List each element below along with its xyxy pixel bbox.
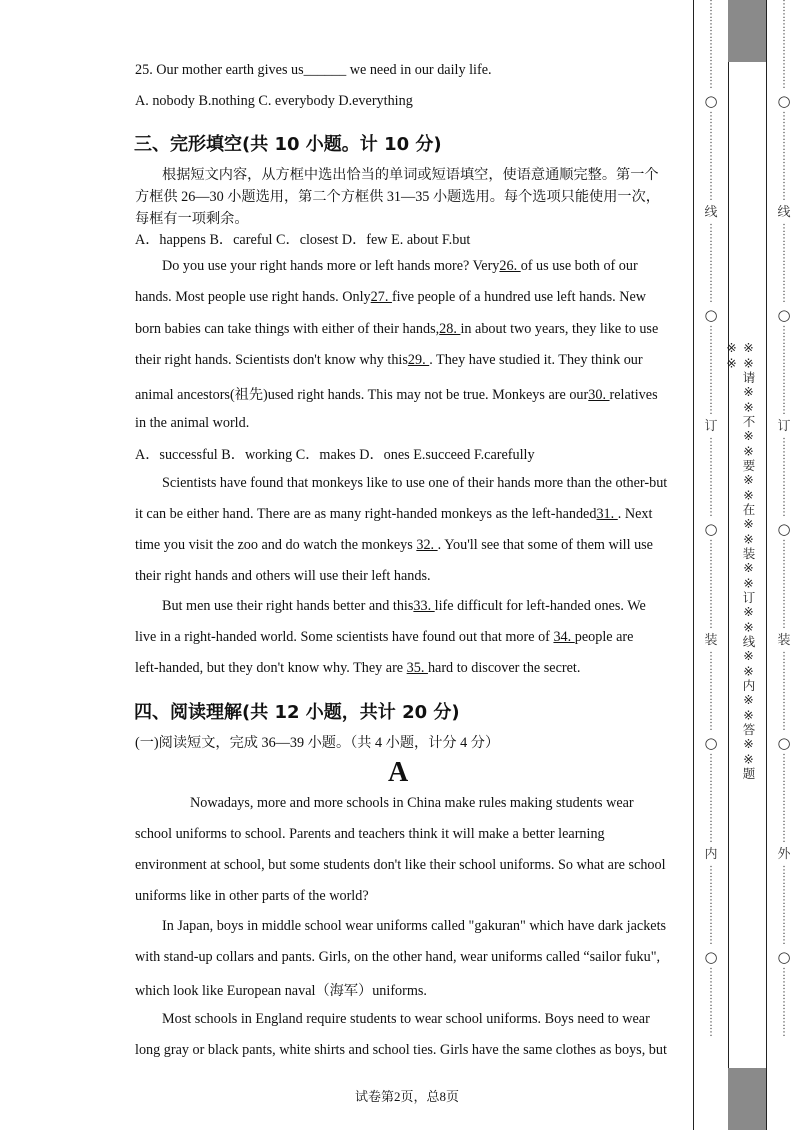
text-line: it can be either hand. There are as many right-handed monkeys as the left-handed31. . Next <box>135 506 653 522</box>
dotted-line-icon: ⋮ <box>779 365 789 376</box>
text-line: in the animal world. <box>135 415 250 431</box>
dotted-line-icon: ⋮ <box>706 0 716 10</box>
dotted-line-icon: ⋮ <box>779 385 789 396</box>
answer-blank: 34. <box>553 629 575 645</box>
dotted-line-icon: ⋮ <box>779 885 789 896</box>
dotted-line-icon: ⋮ <box>706 925 716 936</box>
dotted-line-icon: ⋮ <box>706 987 716 998</box>
dotted-line-icon: ⋮ <box>706 967 716 978</box>
text-line: with stand-up collars and pants. Girls, on the other hand, wear uniforms called “sailor fuku", <box>135 949 661 965</box>
dotted-line-icon: ⋮ <box>706 803 716 814</box>
dotted-line-icon: ⋮ <box>706 885 716 896</box>
dotted-line-icon: ⋮ <box>779 273 789 284</box>
dotted-line-icon: ⋮ <box>706 59 716 70</box>
dotted-line-icon: ⋮ <box>706 1027 716 1038</box>
dotted-line-icon: ⋮ <box>779 905 789 916</box>
dotted-line-icon: ⋮ <box>706 1017 716 1028</box>
dotted-line-icon: ⋮ <box>779 935 789 946</box>
dotted-line-icon: ⋮ <box>779 69 789 80</box>
binding-column-outer <box>774 0 794 1130</box>
dotted-line-icon: ⋮ <box>706 977 716 988</box>
dotted-line-icon: ⋮ <box>706 283 716 294</box>
answer-blank: 28. <box>439 321 461 337</box>
dotted-line-icon: ⋮ <box>706 111 716 122</box>
binding-label: 线 <box>777 205 791 220</box>
word-box-1: A．happens B．careful C．closest D．few E. about F.but <box>135 232 471 248</box>
dotted-line-icon: ⋮ <box>706 935 716 946</box>
answer-blank: 29. <box>407 352 430 368</box>
section4-subtitle: (一)阅读短文，完成 36—39 小题。（共 4 小题，计分 4 分） <box>135 735 500 751</box>
text-line: animal ancestors(祖先)used right hands. This may not be true. Monkeys are our30. relatives <box>135 387 658 403</box>
dotted-line-icon: ⋮ <box>779 793 789 804</box>
dotted-line-icon: ⋮ <box>706 905 716 916</box>
binding-circle-icon: ○ <box>704 948 718 966</box>
dotted-line-icon: ⋮ <box>779 753 789 764</box>
text-line: long gray or black pants, white shirts and school ties. Girls have the same clothes as boys, but <box>135 1042 667 1058</box>
dotted-line-icon: ⋮ <box>779 895 789 906</box>
dotted-line-icon: ⋮ <box>706 325 716 336</box>
dotted-line-icon: ⋮ <box>706 181 716 192</box>
dotted-line-icon: ⋮ <box>779 121 789 132</box>
dotted-line-icon: ⋮ <box>779 223 789 234</box>
dotted-line-icon: ⋮ <box>779 539 789 550</box>
dotted-line-icon: ⋮ <box>706 609 716 620</box>
dotted-line-icon: ⋮ <box>779 619 789 630</box>
dotted-line-icon: ⋮ <box>706 263 716 274</box>
dotted-line-icon: ⋮ <box>706 1007 716 1018</box>
binding-circle-icon: ○ <box>777 92 791 110</box>
dotted-line-icon: ⋮ <box>779 671 789 682</box>
dotted-line-icon: ⋮ <box>706 579 716 590</box>
binding-label: 线 <box>704 205 718 220</box>
dotted-line-icon: ⋮ <box>706 161 716 172</box>
dotted-line-icon: ⋮ <box>779 375 789 386</box>
dotted-line-icon: ⋮ <box>779 967 789 978</box>
dotted-line-icon: ⋮ <box>779 79 789 90</box>
q25-stem: 25. Our mother earth gives us______ we need in our daily life. <box>135 62 492 78</box>
dotted-line-icon: ⋮ <box>779 293 789 304</box>
dotted-line-icon: ⋮ <box>779 263 789 274</box>
dotted-line-icon: ⋮ <box>706 711 716 722</box>
dotted-line-icon: ⋮ <box>779 773 789 784</box>
dotted-line-icon: ⋮ <box>706 823 716 834</box>
dotted-line-icon: ⋮ <box>706 233 716 244</box>
dotted-line-icon: ⋮ <box>779 457 789 468</box>
dotted-line-icon: ⋮ <box>779 609 789 620</box>
dotted-line-icon: ⋮ <box>779 29 789 40</box>
dotted-line-icon: ⋮ <box>779 823 789 834</box>
dotted-line-icon: ⋮ <box>779 497 789 508</box>
dotted-line-icon: ⋮ <box>706 69 716 80</box>
dotted-line-icon: ⋮ <box>706 651 716 662</box>
dotted-line-icon: ⋮ <box>706 681 716 692</box>
dotted-line-icon: ⋮ <box>779 701 789 712</box>
dotted-line-icon: ⋮ <box>706 549 716 560</box>
dotted-line-icon: ⋮ <box>706 487 716 498</box>
dotted-line-icon: ⋮ <box>706 997 716 1008</box>
text-line: But men use their right hands better and this33. life difficult for left-handed ones. We <box>162 598 646 614</box>
dotted-line-icon: ⋮ <box>779 181 789 192</box>
section3-title: 三、完形填空(共 10 小题。计 10 分) <box>134 134 442 155</box>
dotted-line-icon: ⋮ <box>779 925 789 936</box>
text-line: In Japan, boys in middle school wear uniforms called "gakuran" which have dark jackets <box>162 918 667 934</box>
dotted-line-icon: ⋮ <box>779 151 789 162</box>
dotted-line-icon: ⋮ <box>706 273 716 284</box>
dotted-line-icon: ⋮ <box>779 467 789 478</box>
dotted-line-icon: ⋮ <box>706 539 716 550</box>
dotted-line-icon: ⋮ <box>706 437 716 448</box>
text-line: born babies can take things with either of their hands,28. in about two years, they like to use <box>135 321 659 337</box>
dotted-line-icon: ⋮ <box>779 1007 789 1018</box>
binding-circle-icon: ○ <box>704 734 718 752</box>
dotted-line-icon: ⋮ <box>779 681 789 692</box>
binding-circle-icon: ○ <box>704 520 718 538</box>
binding-label: 内 <box>704 847 718 862</box>
dotted-line-icon: ⋮ <box>779 1027 789 1038</box>
binding-circle-icon: ○ <box>704 92 718 110</box>
dotted-line-icon: ⋮ <box>706 763 716 774</box>
dotted-line-icon: ⋮ <box>706 335 716 346</box>
dotted-line-icon: ⋮ <box>779 243 789 254</box>
dotted-line-icon: ⋮ <box>779 171 789 182</box>
binding-label: 装 <box>777 633 791 648</box>
dotted-line-icon: ⋮ <box>779 161 789 172</box>
text-line: Do you use your right hands more or left hands more? Very26. of us use both of our <box>162 258 638 274</box>
dotted-line-icon: ⋮ <box>706 701 716 712</box>
dotted-line-icon: ⋮ <box>706 141 716 152</box>
dotted-line-icon: ⋮ <box>706 447 716 458</box>
dotted-line-icon: ⋮ <box>706 875 716 886</box>
dotted-line-icon: ⋮ <box>779 437 789 448</box>
binding-label: 外 <box>777 847 791 862</box>
dotted-line-icon: ⋮ <box>779 915 789 926</box>
dotted-line-icon: ⋮ <box>706 833 716 844</box>
dotted-line-icon: ⋮ <box>779 833 789 844</box>
dotted-line-icon: ⋮ <box>706 457 716 468</box>
dotted-line-icon: ⋮ <box>706 559 716 570</box>
dotted-line-icon: ⋮ <box>706 619 716 630</box>
section3-instruction: 每框有一项剩余。 <box>135 211 249 227</box>
dotted-line-icon: ⋮ <box>779 19 789 30</box>
answer-blank: 31. <box>596 506 618 522</box>
binding-circle-icon: ○ <box>777 948 791 966</box>
dotted-line-icon: ⋮ <box>706 405 716 416</box>
text-line: school uniforms to school. Parents and teachers think it will make a better learning <box>135 826 605 842</box>
dotted-line-icon: ⋮ <box>706 19 716 30</box>
word-box-2: A．successful B．working C．makes D．ones E.succeed F.carefully <box>135 447 535 463</box>
dotted-line-icon: ⋮ <box>706 467 716 478</box>
dotted-line-icon: ⋮ <box>779 987 789 998</box>
dotted-line-icon: ⋮ <box>706 121 716 132</box>
dotted-line-icon: ⋮ <box>779 589 789 600</box>
dotted-line-icon: ⋮ <box>779 0 789 10</box>
dotted-line-icon: ⋮ <box>779 191 789 202</box>
dotted-line-icon: ⋮ <box>779 763 789 774</box>
dotted-line-icon: ⋮ <box>706 253 716 264</box>
binding-gray-block <box>728 0 766 62</box>
dotted-line-icon: ⋮ <box>779 233 789 244</box>
dotted-line-icon: ⋮ <box>706 865 716 876</box>
dotted-line-icon: ⋮ <box>706 813 716 824</box>
dotted-line-icon: ⋮ <box>779 579 789 590</box>
dotted-line-icon: ⋮ <box>779 651 789 662</box>
dotted-line-icon: ⋮ <box>779 875 789 886</box>
dotted-line-icon: ⋮ <box>779 783 789 794</box>
dotted-line-icon: ⋮ <box>779 1017 789 1028</box>
binding-gray-block <box>728 1068 766 1130</box>
dotted-line-icon: ⋮ <box>706 507 716 518</box>
section4-title: 四、阅读理解(共 12 小题，共计 20 分) <box>134 702 460 723</box>
dotted-line-icon: ⋮ <box>706 29 716 40</box>
text-line: Nowadays, more and more schools in China make rules making students wear <box>190 795 634 811</box>
dotted-line-icon: ⋮ <box>706 915 716 926</box>
dotted-line-icon: ⋮ <box>779 997 789 1008</box>
dotted-line-icon: ⋮ <box>706 355 716 366</box>
answer-blank: 33. <box>413 598 435 614</box>
section3-instruction: 根据短文内容，从方框中选出恰当的单词或短语填空，使语意通顺完整。第一个 <box>162 167 659 183</box>
dotted-line-icon: ⋮ <box>706 599 716 610</box>
dotted-line-icon: ⋮ <box>779 865 789 876</box>
dotted-line-icon: ⋮ <box>779 477 789 488</box>
dotted-line-icon: ⋮ <box>706 895 716 906</box>
text-line: time you visit the zoo and do watch the monkeys 32. . You'll see that some of them will use <box>135 537 653 553</box>
dotted-line-icon: ⋮ <box>706 375 716 386</box>
text-line: which look like European naval（海军）uniforms. <box>135 983 427 999</box>
binding-border <box>693 0 694 1130</box>
dotted-line-icon: ⋮ <box>779 325 789 336</box>
binding-circle-icon: ○ <box>777 306 791 324</box>
answer-blank: 30. <box>588 387 610 403</box>
answer-blank: 27. <box>370 289 392 305</box>
dotted-line-icon: ⋮ <box>779 335 789 346</box>
dotted-line-icon: ⋮ <box>779 49 789 60</box>
dotted-line-icon: ⋮ <box>779 813 789 824</box>
dotted-line-icon: ⋮ <box>779 559 789 570</box>
dotted-line-icon: ⋮ <box>779 691 789 702</box>
dotted-line-icon: ⋮ <box>779 487 789 498</box>
dotted-line-icon: ⋮ <box>706 661 716 672</box>
text-line: hands. Most people use right hands. Only27. five people of a hundred use left hands. New <box>135 289 647 305</box>
dotted-line-icon: ⋮ <box>779 977 789 988</box>
answer-blank: 32. <box>416 537 438 553</box>
text-line: their right hands and others will use their left hands. <box>135 568 431 584</box>
dotted-line-icon: ⋮ <box>779 599 789 610</box>
dotted-line-icon: ⋮ <box>706 79 716 90</box>
answer-blank: 35. <box>406 660 428 676</box>
text-line: uniforms like in other parts of the world? <box>135 888 369 904</box>
dotted-line-icon: ⋮ <box>706 671 716 682</box>
dotted-line-icon: ⋮ <box>706 191 716 202</box>
text-line: Most schools in England require students to wear school uniforms. Boys need to wear <box>162 1011 650 1027</box>
dotted-line-icon: ⋮ <box>706 365 716 376</box>
dotted-line-icon: ⋮ <box>779 405 789 416</box>
dotted-line-icon: ⋮ <box>706 477 716 488</box>
text-line: live in a right-handed world. Some scientists have found out that more of 34. people are <box>135 629 634 645</box>
binding-column-inner <box>701 0 721 1130</box>
dotted-line-icon: ⋮ <box>706 49 716 60</box>
dotted-line-icon: ⋮ <box>706 39 716 50</box>
section3-instruction: 方框供 26—30 小题选用，第二个方框供 31—35 小题选用。每个选项只能使用一次， <box>135 189 660 205</box>
dotted-line-icon: ⋮ <box>706 691 716 702</box>
binding-label: 订 <box>777 419 791 434</box>
dotted-line-icon: ⋮ <box>706 171 716 182</box>
dotted-line-icon: ⋮ <box>779 111 789 122</box>
dotted-line-icon: ⋮ <box>706 497 716 508</box>
dotted-line-icon: ⋮ <box>706 223 716 234</box>
dotted-line-icon: ⋮ <box>706 395 716 406</box>
answer-blank: 26. <box>499 258 521 274</box>
dotted-line-icon: ⋮ <box>779 59 789 70</box>
dotted-line-icon: ⋮ <box>779 549 789 560</box>
dotted-line-icon: ⋮ <box>779 395 789 406</box>
dotted-line-icon: ⋮ <box>779 803 789 814</box>
dotted-line-icon: ⋮ <box>706 293 716 304</box>
dotted-line-icon: ⋮ <box>779 661 789 672</box>
dotted-line-icon: ⋮ <box>706 243 716 254</box>
binding-border <box>766 0 767 1130</box>
binding-circle-icon: ○ <box>777 734 791 752</box>
text-line: environment at school, but some students don't like their school uniforms. So what are school <box>135 857 666 873</box>
dotted-line-icon: ⋮ <box>779 355 789 366</box>
dotted-line-icon: ⋮ <box>706 345 716 356</box>
dotted-line-icon: ⋮ <box>779 141 789 152</box>
dotted-line-icon: ⋮ <box>779 253 789 264</box>
passage-label: A <box>388 757 409 788</box>
binding-border <box>728 0 729 1130</box>
binding-notice: ※※请※※不※※要※※在※※装※※订※※线※※内※※答※※题※※ <box>724 340 756 780</box>
dotted-line-icon: ⋮ <box>779 345 789 356</box>
page-footer: 试卷第2页，总8页 <box>355 1089 460 1104</box>
dotted-line-icon: ⋮ <box>706 773 716 784</box>
text-line: Scientists have found that monkeys like to use one of their hands more than the other-but <box>162 475 668 491</box>
text-line: their right hands. Scientists don't know why this29. . They have studied it. They think our <box>135 352 643 368</box>
binding-label: 订 <box>704 419 718 434</box>
dotted-line-icon: ⋮ <box>779 283 789 294</box>
dotted-line-icon: ⋮ <box>779 711 789 722</box>
dotted-line-icon: ⋮ <box>779 569 789 580</box>
dotted-line-icon: ⋮ <box>706 793 716 804</box>
binding-circle-icon: ○ <box>777 520 791 538</box>
dotted-line-icon: ⋮ <box>779 131 789 142</box>
binding-label: 装 <box>704 633 718 648</box>
dotted-line-icon: ⋮ <box>779 447 789 458</box>
dotted-line-icon: ⋮ <box>706 569 716 580</box>
dotted-line-icon: ⋮ <box>779 9 789 20</box>
dotted-line-icon: ⋮ <box>706 753 716 764</box>
dotted-line-icon: ⋮ <box>779 39 789 50</box>
dotted-line-icon: ⋮ <box>706 151 716 162</box>
text-line: left-handed, but they don't know why. They are 35. hard to discover the secret. <box>135 660 581 676</box>
dotted-line-icon: ⋮ <box>706 131 716 142</box>
dotted-line-icon: ⋮ <box>706 783 716 794</box>
dotted-line-icon: ⋮ <box>706 589 716 600</box>
q25-options: A. nobody B.nothing C. everybody D.everything <box>135 93 413 109</box>
binding-circle-icon: ○ <box>704 306 718 324</box>
dotted-line-icon: ⋮ <box>779 507 789 518</box>
dotted-line-icon: ⋮ <box>706 385 716 396</box>
dotted-line-icon: ⋮ <box>779 721 789 732</box>
dotted-line-icon: ⋮ <box>706 721 716 732</box>
dotted-line-icon: ⋮ <box>706 9 716 20</box>
